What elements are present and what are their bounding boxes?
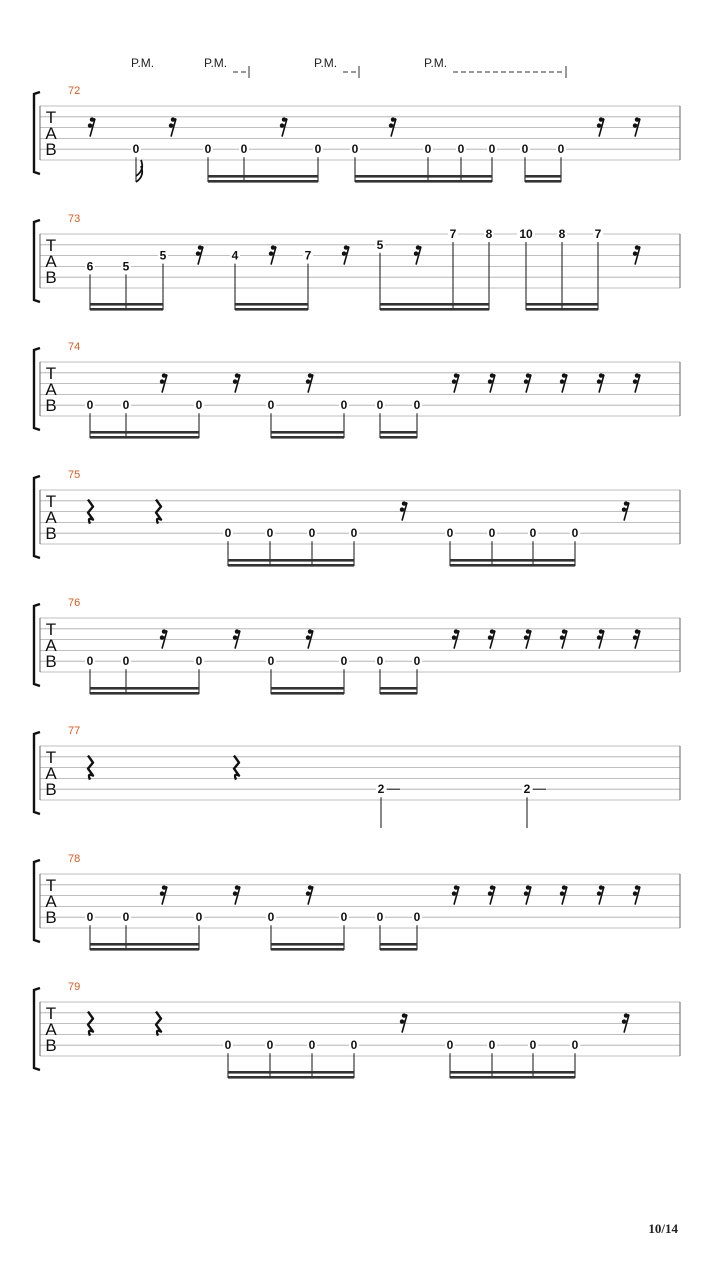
beam [235, 308, 308, 311]
tab-system [34, 341, 680, 439]
tab-clef-letter: T [45, 1004, 57, 1023]
tab-system [34, 85, 680, 183]
sixteenth-rest [414, 245, 421, 264]
sixteenth-rest [633, 373, 640, 392]
sixteenth-rest [160, 885, 167, 904]
beam [228, 1076, 354, 1079]
sixteenth-rest [622, 501, 629, 520]
sixteenth-rest [488, 885, 495, 904]
tab-clef-letter: A [45, 252, 57, 271]
fret-number: 0 [195, 654, 203, 669]
fret-number: 0 [529, 526, 537, 541]
fret-number: 6 [86, 259, 94, 274]
sixteenth-rest [560, 629, 567, 648]
sixteenth-rest [633, 629, 640, 648]
fret-number: 0 [224, 526, 232, 541]
sixteenth-rest [389, 117, 396, 136]
beam [208, 175, 318, 178]
system-bracket [34, 348, 40, 430]
fret-number: 0 [376, 910, 384, 925]
fret-number: 0 [340, 654, 348, 669]
fret-number: 0 [267, 910, 275, 925]
tab-clef-letter: B [45, 140, 57, 159]
sixteenth-rest [306, 885, 313, 904]
fret-number: 8 [558, 227, 566, 241]
fret-number: 2 [377, 782, 385, 797]
measure-number: 72 [68, 85, 81, 97]
system-bracket [34, 476, 40, 558]
beam [526, 303, 598, 306]
fret-number: 0 [122, 398, 130, 413]
sixteenth-rest [597, 373, 604, 392]
sixteenth-rest [452, 885, 459, 904]
palm-mute-label: P.M. [424, 56, 448, 70]
sixteenth-rest [597, 629, 604, 648]
sixteenth-rest [306, 373, 313, 392]
fret-number: 0 [521, 142, 529, 157]
fret-number: 4 [231, 248, 239, 263]
sixteenth-rest [524, 629, 531, 648]
beam [271, 943, 344, 946]
tab-clef-letter: B [45, 908, 57, 927]
measure-number: 77 [68, 725, 81, 737]
fret-number: 0 [86, 398, 94, 413]
beam [271, 948, 344, 951]
beam [90, 308, 163, 311]
sixteenth-rest [160, 629, 167, 648]
sixteenth-rest [233, 885, 240, 904]
beam [271, 431, 344, 434]
fret-number: 0 [571, 1038, 579, 1053]
beam [380, 308, 489, 311]
tab-clef-letter: A [45, 764, 57, 783]
sixteenth-rest [633, 117, 640, 136]
fret-number: 0 [557, 142, 565, 157]
fret-number: 0 [266, 1038, 274, 1053]
fret-number: 0 [122, 910, 130, 925]
tab-system [34, 469, 680, 567]
beam [450, 564, 575, 567]
fret-number: 0 [413, 910, 421, 925]
beam [380, 436, 417, 439]
fret-number: 0 [132, 142, 140, 157]
fret-number: 0 [195, 398, 203, 413]
sixteenth-rest [622, 1013, 629, 1032]
fret-number: 0 [308, 526, 316, 541]
fret-number: 0 [446, 526, 454, 541]
palm-mute-label: P.M. [131, 56, 155, 70]
tab-clef-letter: B [45, 396, 57, 415]
beam [526, 308, 598, 311]
sixteenth-rest [633, 885, 640, 904]
sixteenth-rest [488, 629, 495, 648]
tab-clef-letter: A [45, 124, 57, 143]
beam [271, 692, 344, 695]
tab-clef-letter: T [45, 364, 57, 383]
fret-number: 7 [594, 227, 602, 241]
beam [380, 943, 417, 946]
tab-clef-letter: A [45, 508, 57, 527]
system-bracket [34, 604, 40, 686]
tab-clef-letter: T [45, 876, 57, 895]
sixteenth-rest [452, 629, 459, 648]
tab-clef-letter: B [45, 1036, 57, 1055]
fret-number: 0 [457, 142, 465, 157]
beam [355, 180, 492, 183]
sixteenth-rest [400, 501, 407, 520]
tab-clef-letter: A [45, 1020, 57, 1039]
fret-number: 8 [485, 227, 493, 241]
sixteenth-rest [560, 373, 567, 392]
beam [380, 303, 489, 306]
sixteenth-rest [160, 373, 167, 392]
beam [228, 1071, 354, 1074]
measure-number: 79 [68, 981, 81, 993]
tab-clef-letter: T [45, 492, 57, 511]
tab-system [34, 981, 680, 1079]
fret-number: 0 [488, 142, 496, 157]
sixteenth-rest [280, 117, 287, 136]
tab-clef-letter: A [45, 636, 57, 655]
beam [525, 180, 561, 183]
tab-clef-letter: B [45, 652, 57, 671]
beam [380, 948, 417, 951]
beam [90, 436, 199, 439]
fret-number: 0 [86, 910, 94, 925]
system-bracket [34, 92, 40, 174]
beam [450, 559, 575, 562]
tab-clef-letter: T [45, 108, 57, 127]
fret-number: 7 [304, 248, 312, 263]
palm-mute-label: P.M. [204, 56, 228, 70]
tab-system [34, 213, 680, 311]
fret-number: 0 [122, 654, 130, 669]
sixteenth-rest [633, 245, 640, 264]
beam [450, 1071, 575, 1074]
page-number: 10/14 [648, 1221, 678, 1236]
sixteenth-rest [342, 245, 349, 264]
tab-clef-letter: B [45, 268, 57, 287]
fret-number: 0 [446, 1038, 454, 1053]
fret-number: 0 [195, 910, 203, 925]
beam [208, 180, 318, 183]
fret-number: 0 [571, 526, 579, 541]
measure-number: 78 [68, 853, 81, 865]
sixteenth-rest [452, 373, 459, 392]
tab-clef-letter: T [45, 620, 57, 639]
sixteenth-rest [233, 373, 240, 392]
beam [90, 431, 199, 434]
fret-number: 0 [266, 526, 274, 541]
fret-number: 0 [488, 526, 496, 541]
fret-number: 0 [224, 1038, 232, 1053]
tab-clef-letter: T [45, 748, 57, 767]
fret-number: 0 [376, 654, 384, 669]
fret-number: 0 [308, 1038, 316, 1053]
sixteenth-rest [488, 373, 495, 392]
fret-number: 0 [350, 1038, 358, 1053]
tab-system [34, 597, 680, 695]
sixteenth-rest [597, 117, 604, 136]
system-bracket [34, 988, 40, 1070]
tab-clef-letter: B [45, 780, 57, 799]
fret-number: 0 [340, 398, 348, 413]
sixteenth-rest [306, 629, 313, 648]
fret-number: 0 [424, 142, 432, 157]
fret-number: 5 [376, 237, 384, 252]
tab-clef-letter: B [45, 524, 57, 543]
beam [90, 687, 199, 690]
tab-clef-letter: A [45, 380, 57, 399]
beam [228, 564, 354, 567]
tab-clef-letter: T [45, 236, 57, 255]
measure-number: 74 [68, 341, 81, 353]
fret-number: 0 [351, 142, 359, 157]
beam [90, 943, 199, 946]
beam [525, 175, 561, 178]
system-bracket [34, 732, 40, 814]
fret-number: 0 [86, 654, 94, 669]
fret-number: 0 [267, 398, 275, 413]
tab-system [34, 725, 680, 828]
sixteenth-rest [88, 117, 95, 136]
fret-number: 5 [122, 259, 130, 274]
sixteenth-rest [196, 245, 203, 264]
fret-number: 10 [519, 227, 533, 241]
palm-mute-label: P.M. [314, 56, 338, 70]
measure-number: 73 [68, 213, 81, 225]
fret-number: 0 [204, 142, 212, 157]
measure-number: 75 [68, 469, 81, 481]
fret-number: 0 [413, 654, 421, 669]
beam [90, 948, 199, 951]
sixteenth-rest [524, 373, 531, 392]
fret-number: 0 [529, 1038, 537, 1053]
fret-number: 5 [159, 248, 167, 263]
beam [355, 175, 492, 178]
fret-number: 0 [340, 910, 348, 925]
beam [271, 687, 344, 690]
sixteenth-rest [169, 117, 176, 136]
beam [380, 687, 417, 690]
measure-number: 76 [68, 597, 81, 609]
sixteenth-rest [269, 245, 276, 264]
beam [271, 436, 344, 439]
beam [235, 303, 308, 306]
tab-system [34, 853, 680, 951]
beam [228, 559, 354, 562]
fret-number: 0 [488, 1038, 496, 1053]
tab-clef-letter: A [45, 892, 57, 911]
fret-number: 0 [314, 142, 322, 157]
beam [90, 303, 163, 306]
fret-number: 0 [240, 142, 248, 157]
sixteenth-rest [560, 885, 567, 904]
sixteenth-rest [233, 629, 240, 648]
beam [450, 1076, 575, 1079]
fret-number: 2 [523, 782, 531, 797]
beam [380, 692, 417, 695]
beam [90, 692, 199, 695]
system-bracket [34, 220, 40, 302]
beam [380, 431, 417, 434]
fret-number: 7 [449, 227, 457, 241]
sixteenth-rest [597, 885, 604, 904]
sixteenth-rest [524, 885, 531, 904]
sixteenth-rest [400, 1013, 407, 1032]
fret-number: 0 [376, 398, 384, 413]
fret-number: 0 [267, 654, 275, 669]
fret-number: 0 [350, 526, 358, 541]
system-bracket [34, 860, 40, 942]
fret-number: 0 [413, 398, 421, 413]
